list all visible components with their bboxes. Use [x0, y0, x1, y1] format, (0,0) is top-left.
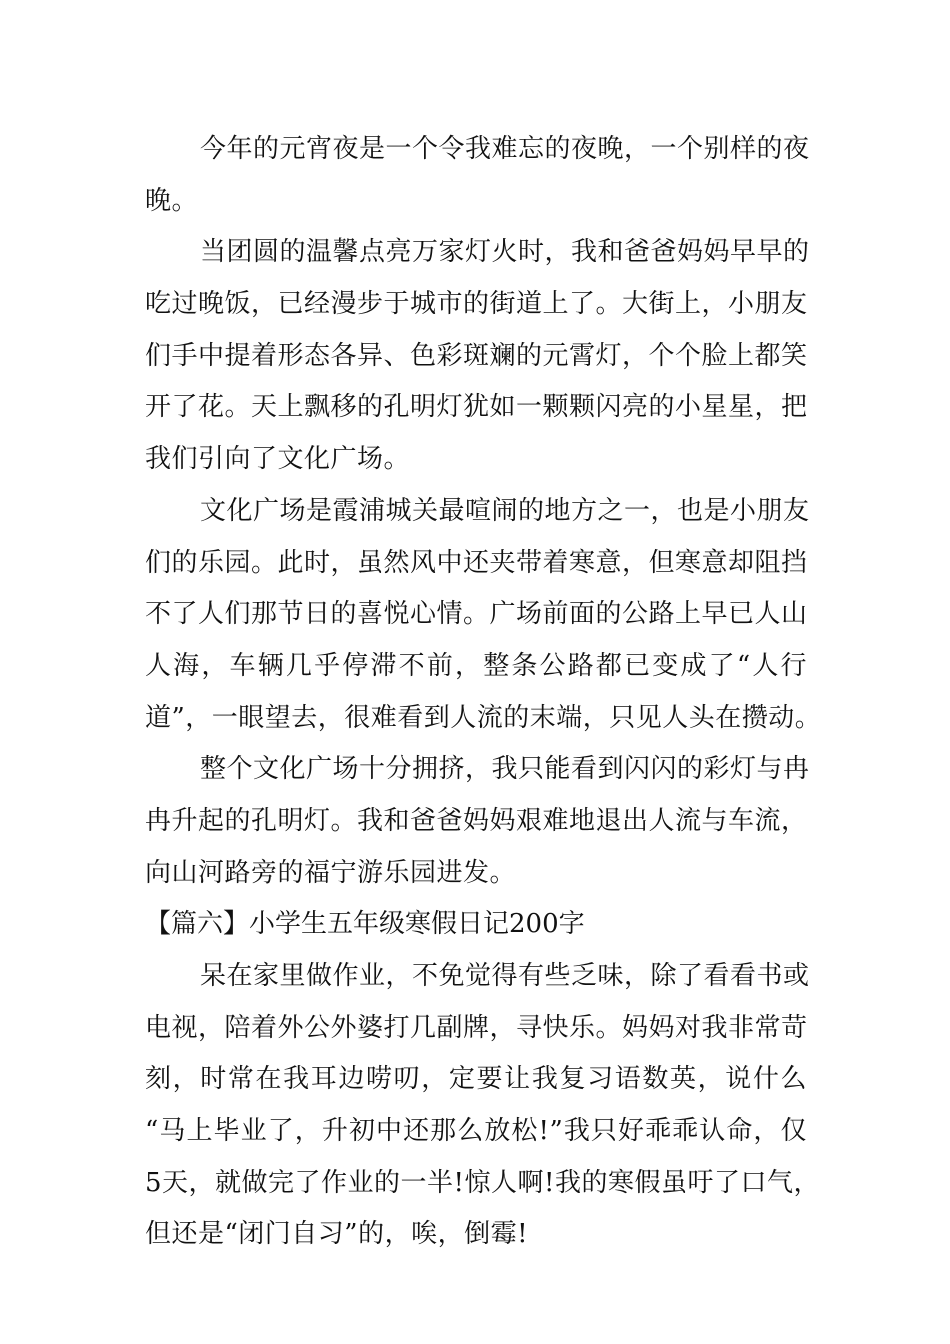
text-line: “马上毕业了，升初中还那么放松!”我只好乖乖认命，仅 [145, 1116, 807, 1147]
text-line: 电视，陪着外公外婆打几副牌，寻快乐。妈妈对我非常苛 [145, 1012, 808, 1043]
text-line: 晚。 [145, 185, 199, 216]
document-body [145, 124, 822, 1261]
text-line: 当团圆的温馨点亮万家灯火时，我和爸爸妈妈早早的 [200, 237, 810, 268]
paragraph-1 [145, 124, 810, 227]
text-line: 向山河路旁的福宁游乐园进发。 [145, 857, 517, 888]
text-line: 但还是“闭门自习”的，唉，倒霉! [145, 1219, 529, 1250]
section-heading: 【篇六】小学生五年级寒假日记200字 [145, 909, 585, 940]
section-paragraph-1 [145, 951, 820, 1261]
text-line: 文化广场是霞浦城关最喧闹的地方之一，也是小朋友 [200, 495, 810, 526]
text-line: 我们引向了文化广场。 [145, 444, 411, 475]
text-line: 呆在家里做作业，不免觉得有些乏味，除了看看书或 [200, 961, 810, 991]
text-line: 不了人们那节日的喜悦心情。广场前面的公路上早已人山 [145, 599, 808, 630]
paragraph-2 [145, 227, 810, 485]
paragraph-4 [145, 744, 810, 899]
text-line: 人海，车辆几乎停滞不前，整条公路都已变成了“人行 [145, 650, 807, 681]
text-line: 今年的元宵夜是一个令我难忘的夜晚，一个别样的夜 [200, 134, 810, 164]
text-line: 们手中提着形态各异、色彩斑斓的元霄灯，个个脸上都笑 [145, 340, 808, 371]
text-line: 开了花。天上飘移的孔明灯犹如一颗颗闪亮的小星星，把 [145, 392, 808, 423]
text-line: 冉升起的孔明灯。我和爸爸妈妈艰难地退出人流与车流， [145, 805, 808, 836]
text-line: 刻，时常在我耳边唠叨，定要让我复习语数英，说什么 [145, 1064, 807, 1095]
text-line: 5天，就做完了作业的一半!惊人啊!我的寒假虽吁了口气， [145, 1167, 820, 1198]
text-line: 整个文化广场十分拥挤，我只能看到闪闪的彩灯与冉 [200, 754, 810, 785]
text-line: 们的乐园。此时，虽然风中还夹带着寒意，但寒意却阻挡 [145, 547, 808, 578]
paragraph-3 [145, 486, 822, 744]
text-line: 吃过晚饭，已经漫步于城市的街道上了。大街上，小朋友 [145, 289, 808, 320]
text-line: 道”，一眼望去，很难看到人流的末端，只见人头在攒动。 [145, 702, 822, 733]
